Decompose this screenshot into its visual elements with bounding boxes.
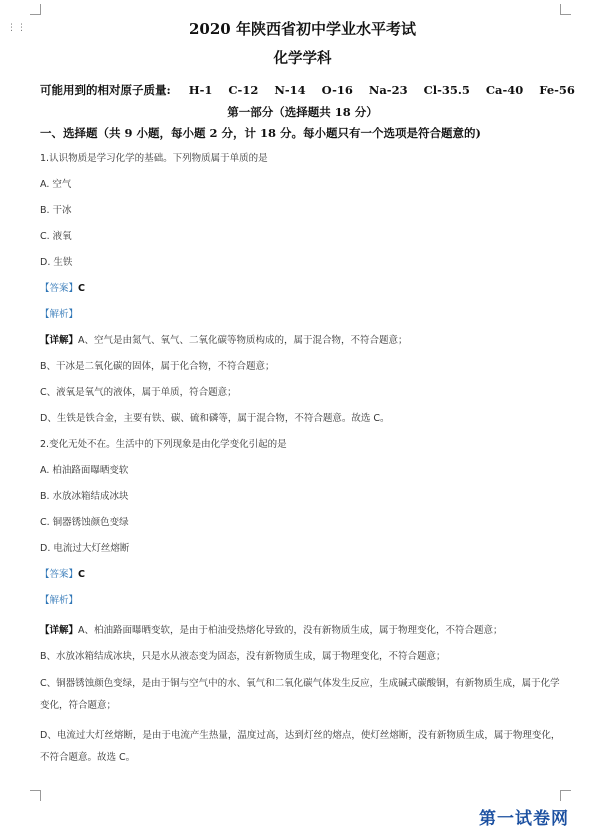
- atomic-mass-item: H-1: [188, 83, 213, 97]
- drag-handle-icon[interactable]: ⋮⋮: [7, 23, 27, 33]
- atomic-masses-line: [40, 80, 575, 100]
- question-1-explain-d: D、生铁是铁合金，主要有铁、碳、硫和磷等，属于混合物，不符合题意。故选 C。: [40, 413, 390, 424]
- question-2-analysis: [40, 594, 565, 608]
- exam-subject: 化学学科: [273, 50, 332, 67]
- explain-text: A、柏油路面曝晒变软，是由于柏油受热熔化导致的，没有新物质生成，属于物理变化，不符合题意；: [78, 625, 503, 636]
- analysis-tag: 【解析】: [40, 595, 79, 606]
- crop-mark-bottom-right: [560, 790, 571, 801]
- question-1-option: A. 空气: [40, 179, 72, 190]
- exam-page: [40, 14, 575, 769]
- answer-value: C: [78, 569, 85, 580]
- question-1-option: B. 干冰: [40, 205, 72, 216]
- question-1-option: D. 生铁: [40, 257, 73, 268]
- explain-text: A、空气是由氮气、氧气、二氧化碳等物质构成的，属于混合物，不符合题意；: [78, 335, 408, 346]
- atomic-mass-item: C-12: [228, 83, 259, 97]
- crop-mark-bottom-left: [30, 790, 41, 801]
- atomic-mass-item: Cl-35.5: [423, 83, 470, 97]
- question-2-explain-d: D、电流过大灯丝熔断，是由于电流产生热量，温度过高，达到灯丝的熔点，使灯丝熔断，没有新物质生成，属于物理变化，不符合题意。故选 C。: [40, 730, 561, 763]
- question-2-option: C. 铜器锈蚀颜色变绿: [40, 517, 129, 528]
- question-1-option: C. 液氧: [40, 231, 72, 242]
- question-2-stem: 2.变化无处不在。生活中的下列现象是由化学变化引起的是: [40, 439, 287, 450]
- section-title: 一、选择题（共 9 小题，每小题 2 分，计 18 分。每小题只有一个选项是符合题意的): [40, 126, 481, 140]
- atomic-mass-item: O-16: [321, 83, 353, 97]
- question-1-stem: 1.认识物质是学习化学的基础。下列物质属于单质的是: [40, 153, 268, 164]
- answer-tag: 【答案】: [40, 283, 79, 294]
- question-2-option: A. 柏油路面曝晒变软: [40, 465, 129, 476]
- atomic-mass-item: Na-23: [368, 83, 408, 97]
- atomic-mass-item: Fe-56: [539, 83, 575, 97]
- answer-value: C: [78, 283, 85, 294]
- question-2-option: B. 水放冰箱结成冰块: [40, 491, 129, 502]
- site-logo[interactable]: 第一试卷网: [479, 809, 569, 829]
- detail-tag: 【详解】: [40, 625, 79, 636]
- question-2-explain-c: C、铜器锈蚀颜色变绿，是由于铜与空气中的水、氧气和二氧化碳气体发生反应，生成碱式碳酸铜，有新物质生成，属于化学变化，符合题意；: [40, 678, 560, 711]
- exam-title: 2020 年陕西省初中学业水平考试: [189, 20, 416, 38]
- analysis-tag: 【解析】: [40, 309, 79, 320]
- question-1-explain-c: C、液氧是氧气的液体，属于单质，符合题意；: [40, 387, 237, 398]
- question-1-analysis: [40, 308, 565, 322]
- question-2-explain-b: B、水放冰箱结成冰块，只是水从液态变为固态，没有新物质生成，属于物理变化，不符合题意；: [40, 651, 446, 662]
- atomic-masses-label: 可能用到的相对原子质量:: [40, 83, 171, 97]
- question-2-answer: [40, 568, 565, 582]
- detail-tag: 【详解】: [40, 335, 79, 346]
- question-1-explain-a: [40, 334, 565, 348]
- question-2-option: D. 电流过大灯丝熔断: [40, 543, 130, 554]
- question-1-explain-b: B、干冰是二氧化碳的固体，属于化合物，不符合题意；: [40, 361, 275, 372]
- question-2-explain-a: [40, 620, 565, 642]
- atomic-mass-item: Ca-40: [485, 83, 524, 97]
- atomic-mass-item: N-14: [274, 83, 306, 97]
- part-title: 第一部分（选择题共 18 分）: [227, 105, 378, 119]
- question-1-answer: [40, 282, 565, 296]
- answer-tag: 【答案】: [40, 569, 79, 580]
